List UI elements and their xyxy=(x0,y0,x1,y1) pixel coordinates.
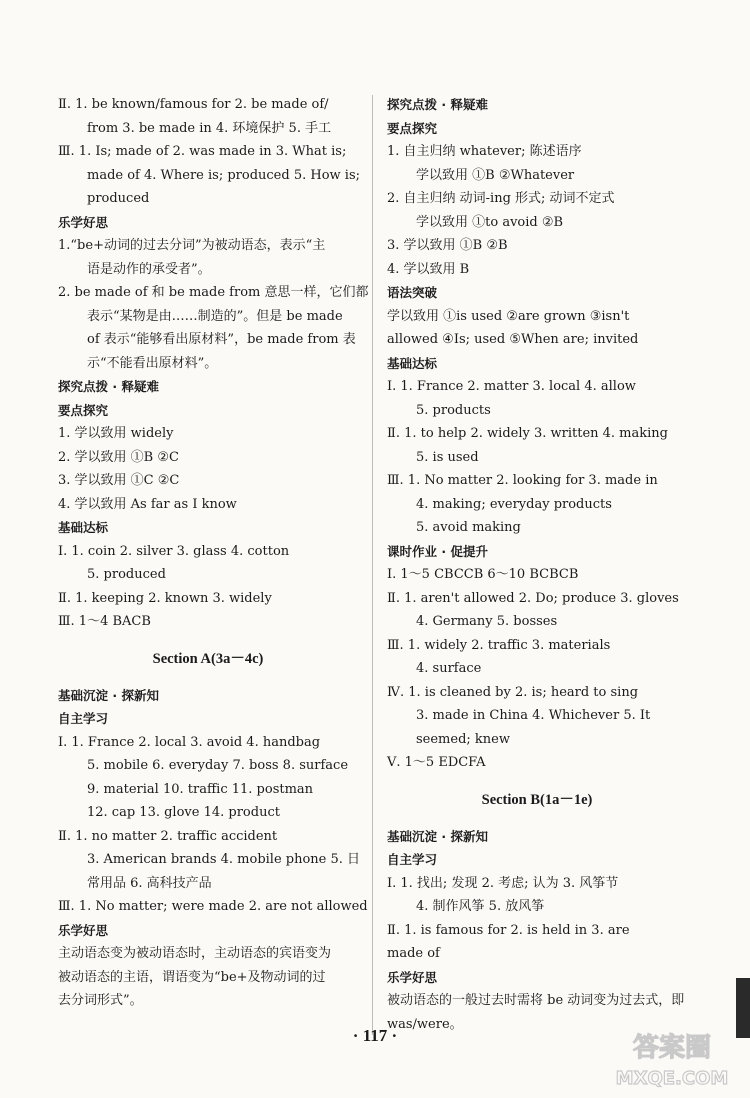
section-heading: 自主学习 xyxy=(58,711,109,726)
answer-line: 5. produced xyxy=(87,567,166,582)
answer-line: 1. 学以致用 widely xyxy=(58,426,174,441)
answer-line: 语是动作的承受者”。 xyxy=(87,261,211,277)
answer-line: 2. be made of 和 be made from 意思一样，它们都 xyxy=(58,285,369,300)
watermark-logo xyxy=(602,1022,742,1092)
answer-line: 3. American brands 4. mobile phone 5. 日 xyxy=(87,852,361,867)
answer-line: Ⅰ. 1～5 CBCCB 6～10 BCBCB xyxy=(387,567,579,582)
answer-line: 4. making; everyday products xyxy=(416,496,612,512)
answer-line: 被动语态的一般过去时需将 be 动词变为过去式，即 xyxy=(387,993,685,1008)
answer-line: 2. 学以致用 ①B ②C xyxy=(58,449,179,465)
answer-line: Ⅲ. 1. Is; made of 2. was made in 3. What is; xyxy=(58,144,347,159)
section-heading: 要点探究 xyxy=(58,402,109,418)
answer-line: 学以致用 ①to avoid ②B xyxy=(416,214,564,230)
answer-line: Ⅱ. 1. keeping 2. known 3. widely xyxy=(58,590,272,606)
section-heading: 基础沉淀 · 探新知 xyxy=(387,828,488,844)
answer-line: 3. 学以致用 ①B ②B xyxy=(387,238,508,253)
answer-line: Ⅴ. 1～5 EDCFA xyxy=(387,755,486,770)
answer-line: produced xyxy=(87,191,150,206)
section-heading: 基础达标 xyxy=(58,520,109,535)
answer-line: Ⅲ. 1～4 BACB xyxy=(58,614,151,629)
right-column xyxy=(387,93,687,1036)
answer-line: 常用品 6. 高科技产品 xyxy=(87,875,212,891)
answer-line: 去分词形式”。 xyxy=(58,993,143,1008)
answer-line: 5. products xyxy=(416,402,491,418)
answer-line: from 3. be made in 4. 环境保护 5. 手工 xyxy=(87,120,332,136)
section-heading: 课时作业 · 促提升 xyxy=(387,543,488,559)
answer-line: Ⅳ. 1. is cleaned by 2. is; heard to sing xyxy=(387,684,639,700)
answer-line: Ⅱ. 1. be known/famous for 2. be made of/ xyxy=(58,97,329,112)
answer-line: 5. mobile 6. everyday 7. boss 8. surface xyxy=(87,758,349,773)
answer-line: 3. 学以致用 ①C ②C xyxy=(58,473,180,488)
answer-line: 4. surface xyxy=(416,661,482,676)
answer-line: Ⅰ. 1. France 2. local 3. avoid 4. handbag xyxy=(58,734,321,750)
answer-line: 4. Germany 5. bosses xyxy=(416,614,558,629)
answer-line: 5. is used xyxy=(416,449,479,465)
answer-line: Ⅰ. 1. 找出; 发现 2. 考虑; 认为 3. 风筝节 xyxy=(387,875,619,891)
answer-line: 4. 制作风筝 5. 放风筝 xyxy=(416,899,545,914)
answer-line: Ⅲ. 1. No matter 2. looking for 3. made in xyxy=(387,473,658,488)
answer-line: 4. 学以致用 B xyxy=(387,261,470,277)
answer-line: Ⅰ. 1. France 2. matter 3. local 4. allow xyxy=(387,379,636,394)
answer-line: 表示“某物是由……制造的”。但是 be made xyxy=(87,308,343,324)
answer-line: 2. 自主归纳 动词-ing 形式; 动词不定式 xyxy=(387,191,615,206)
section-heading: 语法突破 xyxy=(387,285,438,300)
answer-line: 学以致用 ①is used ②are grown ③isn't xyxy=(387,308,630,324)
section-heading: 探究点拨 · 释疑难 xyxy=(387,97,488,112)
left-column xyxy=(58,93,369,1013)
answer-line: 主动语态变为被动语态时，主动语态的宾语变为 xyxy=(58,946,332,961)
section-title: Section B(1a－1e) xyxy=(481,791,593,808)
section-heading: 乐学好思 xyxy=(58,922,109,938)
answer-line: 12. cap 13. glove 14. product xyxy=(87,805,280,820)
section-heading: 要点探究 xyxy=(387,120,438,136)
answer-line: Ⅲ. 1. widely 2. traffic 3. materials xyxy=(387,637,611,653)
answer-line: 1. 自主归纳 whatever; 陈述语序 xyxy=(387,144,582,159)
answer-line: 4. 学以致用 As far as I know xyxy=(58,496,237,512)
watermark-line1: 答案圈 xyxy=(632,1033,712,1063)
section-heading: 自主学习 xyxy=(387,852,438,867)
answer-line: allowed ④Is; used ⑤When are; invited xyxy=(387,332,639,347)
answer-line: 示“不能看出原材料”。 xyxy=(87,355,218,371)
page-number: · 117 · xyxy=(352,1026,398,1045)
section-heading: 基础达标 xyxy=(387,355,438,371)
answer-line: was/were。 xyxy=(387,1016,463,1032)
answer-line: Ⅱ. 1. aren't allowed 2. Do; produce 3. gloves xyxy=(387,590,679,606)
section-heading: 探究点拨 · 释疑难 xyxy=(58,379,159,394)
answer-line: 被动语态的主语，谓语变为“be+及物动词的过 xyxy=(58,969,326,985)
answer-line: 1.“be+动词的过去分词”为被动语态，表示“主 xyxy=(58,238,326,253)
answer-line: Ⅱ. 1. is famous for 2. is held in 3. are xyxy=(387,922,630,938)
answer-line: 5. avoid making xyxy=(416,520,521,535)
section-title: Section A(3a－4c) xyxy=(152,650,264,667)
answer-line: of 表示“能够看出原材料”，be made from 表 xyxy=(87,332,356,347)
answer-line: made of 4. Where is; produced 5. How is; xyxy=(87,167,360,183)
answer-line: seemed; knew xyxy=(416,731,510,747)
answer-line: 9. material 10. traffic 11. postman xyxy=(87,781,314,797)
answer-line: made of xyxy=(387,946,440,961)
column-divider xyxy=(372,95,373,1035)
answer-line: 3. made in China 4. Whichever 5. It xyxy=(416,708,651,723)
answer-line: Ⅱ. 1. to help 2. widely 3. written 4. making xyxy=(387,426,668,441)
answer-line: Ⅲ. 1. No matter; were made 2. are not allowed xyxy=(58,899,368,914)
section-heading: 乐学好思 xyxy=(58,214,109,230)
answer-line: Ⅰ. 1. coin 2. silver 3. glass 4. cotton xyxy=(58,543,290,559)
section-heading: 基础沉淀 · 探新知 xyxy=(58,687,159,703)
section-heading: 乐学好思 xyxy=(387,969,438,985)
answer-line: 学以致用 ①B ②Whatever xyxy=(416,167,575,183)
watermark-line2: MXQE.COM xyxy=(615,1068,729,1089)
answer-line: Ⅱ. 1. no matter 2. traffic accident xyxy=(58,828,278,844)
